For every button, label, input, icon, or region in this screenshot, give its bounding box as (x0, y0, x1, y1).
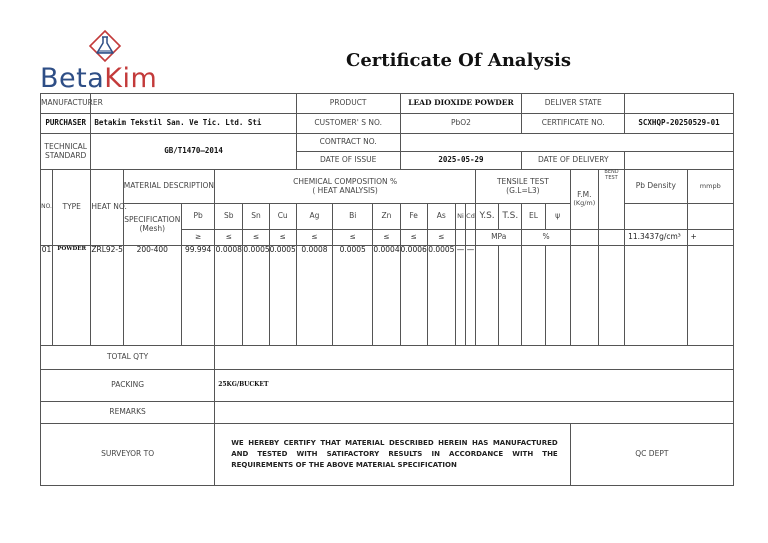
surveyor-label: SURVEYOR TO (41, 424, 215, 486)
contract-no-value (400, 134, 733, 152)
col-material-description-header: MATERIAL DESCRIPTION (123, 170, 215, 204)
col-type-header: TYPE (53, 170, 91, 246)
row-bi-value: 0.0005 (333, 246, 373, 346)
operator-cu: ≤ (269, 230, 296, 246)
operator-zn: ≤ (373, 230, 400, 246)
row-cd-value: — (465, 246, 475, 346)
element-sn-header: Sn (243, 204, 269, 230)
date-of-issue-label: DATE OF ISSUE (296, 152, 400, 170)
operator-ni (455, 230, 465, 246)
row-ts-value (499, 246, 522, 346)
mmpb-subheader (687, 204, 733, 230)
row-as-value: 0.0005 (427, 246, 455, 346)
deliver-state-label: DELIVER STATE (522, 94, 625, 114)
technical-standard-value: GB/T1470—2014 (91, 134, 296, 170)
row-sb-value: 0.0008 (215, 246, 243, 346)
product-value: LEAD DIOXIDE POWDER (400, 94, 522, 114)
operator-fe: ≤ (400, 230, 427, 246)
percent-unit: % (522, 230, 570, 246)
certification-statement: WE HEREBY CERTIFY THAT MATERIAL DESCRIBED HEREIN HAS MANUFACTURED AND TESTED WITH SATIFACTORY RESULTS IN ACCORDANCE WITH THE REQUIREMENTS OF THE ABOVE MATERIAL SPECIFICATION (215, 424, 571, 486)
row-no: 01 (41, 246, 53, 346)
operator-sb: ≤ (215, 230, 243, 246)
product-label: PRODUCT (296, 94, 400, 114)
company-logo (40, 30, 180, 96)
purchaser-label: PURCHASER (41, 114, 91, 134)
col-fm-header (570, 170, 598, 230)
row-fe-value: 0.0006 (400, 246, 427, 346)
col-tensile-test-header (476, 170, 571, 204)
element-ni-header: Ni (455, 204, 465, 230)
row-ag-value: 0.0008 (296, 246, 332, 346)
row-ys-value (476, 246, 499, 346)
col-no-header: NO. (41, 170, 53, 246)
tensile-header-line2: (G.L=L3) (506, 185, 540, 195)
col-specification-header (123, 204, 181, 246)
col-heat-no-header: HEAT NO. (91, 170, 123, 246)
row-zn-value: 0.0004 (373, 246, 400, 346)
col-bend-test-header (598, 170, 624, 230)
col-pb-density-header: Pb Density (625, 170, 687, 204)
date-of-issue-value: 2025-05-29 (400, 152, 522, 170)
manufacturer-label: MANUFACTURER (41, 94, 91, 114)
fm-header-line1: F.M. (577, 190, 592, 200)
row-el-value (522, 246, 545, 346)
packing-value: 25KG/BUCKET (215, 370, 734, 402)
certificate-table (40, 93, 734, 486)
element-sb-header: Sb (215, 204, 243, 230)
element-bi-header: Bi (333, 204, 373, 230)
operator-ag: ≤ (296, 230, 332, 246)
mmpb-value: + (687, 230, 733, 246)
qc-dept-label: QC DEPT (570, 424, 733, 486)
ts-header: T.S. (499, 204, 522, 230)
specification-label: SPECIFICATION (124, 214, 181, 224)
chem-header-line2: ( HEAT ANALYSIS) (312, 185, 378, 195)
pb-density-subheader (625, 204, 687, 230)
row-psi-value (545, 246, 570, 346)
element-fe-header: Fe (400, 204, 427, 230)
operator-bi: ≤ (333, 230, 373, 246)
el-header: EL (522, 204, 545, 230)
col-mmpb-header: mmpb (687, 170, 733, 204)
operator-cd (465, 230, 475, 246)
row-fm-value (570, 246, 598, 346)
customer-no-label: CUSTOMER' S NO. (296, 114, 400, 134)
element-cd-header: Cd (465, 204, 475, 230)
pb-density-value: 11.3437g/cm³ (625, 230, 687, 246)
bend-unit-cell (598, 230, 624, 246)
manufacturer-value (91, 94, 296, 114)
deliver-state-value (625, 94, 734, 114)
flask-icon (88, 30, 122, 62)
tensile-header-line1: TENSILE TEST (496, 176, 549, 186)
total-qty-label: TOTAL QTY (41, 346, 215, 370)
element-zn-header: Zn (373, 204, 400, 230)
date-of-delivery-value (625, 152, 734, 170)
row-density-value (625, 246, 687, 346)
remarks-label: REMARKS (41, 402, 215, 424)
brand-part-kim: Kim (104, 63, 158, 94)
remarks-value (215, 402, 734, 424)
mesh-label: (Mesh) (139, 223, 166, 233)
chem-header-line1: CHEMICAL COMPOSITION % (293, 176, 398, 186)
row-specification: 200-400 (123, 246, 181, 346)
row-pb-value: 99.994 (181, 246, 214, 346)
col-chemical-composition-header (215, 170, 476, 204)
bend-header-line2: TEST (605, 174, 618, 181)
certificate-no-value: SCXHQP-20250529-01 (625, 114, 734, 134)
fm-unit-cell (570, 230, 598, 246)
row-heat-no: ZRL92-5 (91, 246, 123, 346)
mpa-unit: MPa (476, 230, 522, 246)
row-mmpb-value (687, 246, 733, 346)
row-type: POWDER (53, 246, 91, 346)
table-row (41, 246, 734, 346)
total-qty-value (215, 346, 734, 370)
element-ag-header: Ag (296, 204, 332, 230)
row-bend-value (598, 246, 624, 346)
row-cu-value: 0.0005 (269, 246, 296, 346)
customer-no-value: PbO2 (400, 114, 522, 134)
date-of-delivery-label: DATE OF DELIVERY (522, 152, 625, 170)
fm-header-line2: (Kg/m) (573, 199, 596, 208)
row-ni-value: — (455, 246, 465, 346)
operator-as: ≤ (427, 230, 455, 246)
contract-no-label: CONTRACT NO. (296, 134, 400, 152)
operator-sn: ≤ (243, 230, 269, 246)
technical-standard-label: TECHNICAL STANDARD (41, 134, 91, 170)
psi-header: ψ (545, 204, 570, 230)
element-pb-header: Pb (181, 204, 214, 230)
ys-header: Y.S. (476, 204, 499, 230)
row-sn-value: 0.0005 (243, 246, 269, 346)
document-title: Certificate Of Analysis (346, 50, 571, 71)
bend-header-line1: BEND (604, 169, 619, 175)
packing-label: PACKING (41, 370, 215, 402)
certificate-no-label: CERTIFICATE NO. (522, 114, 625, 134)
brand-part-beta: Beta (40, 63, 105, 94)
operator-pb: ≥ (181, 230, 214, 246)
purchaser-value: Betakim Tekstil San. Ve Tic. Ltd. Sti (91, 114, 296, 134)
element-as-header: As (427, 204, 455, 230)
brand-name (40, 63, 157, 94)
element-cu-header: Cu (269, 204, 296, 230)
